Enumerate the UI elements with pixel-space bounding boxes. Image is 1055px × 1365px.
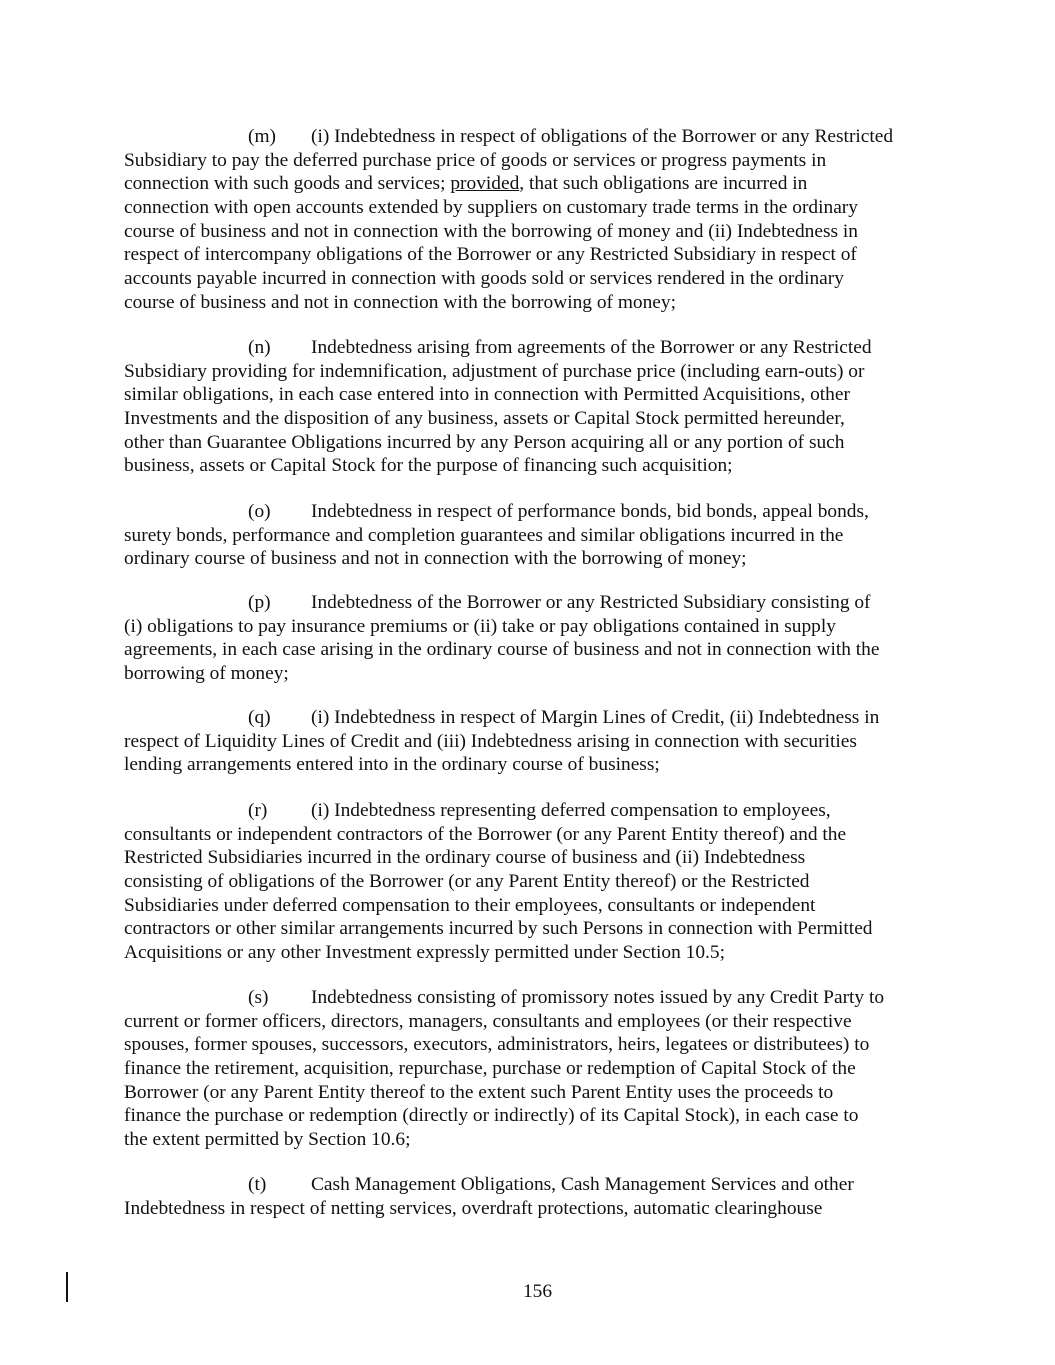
text-line bbox=[124, 870, 944, 894]
clause-s bbox=[124, 986, 944, 1152]
text-line bbox=[124, 220, 944, 244]
text-line bbox=[124, 360, 944, 384]
clause-label: (t) bbox=[248, 1174, 267, 1195]
clause-q bbox=[124, 706, 944, 777]
text-segment: (i) obligations to pay insurance premiums or (ii) take or pay obligations contained in supply bbox=[124, 615, 836, 637]
text-line bbox=[124, 291, 944, 315]
text-segment: respect of Liquidity Lines of Credit and (iii) Indebtedness arising in connection with securities bbox=[124, 730, 857, 752]
text-segment: Indebtedness in respect of netting services, overdraft protections, automatic clearinghouse bbox=[124, 1197, 823, 1219]
text-line bbox=[124, 1128, 944, 1152]
text-segment: finance the purchase or redemption (directly or indirectly) of its Capital Stock), in each case to bbox=[124, 1105, 859, 1127]
text-segment: other than Guarantee Obligations incurred by any Person acquiring all or any portion of such bbox=[124, 431, 845, 453]
text-segment: consultants or independent contractors of the Borrower (or any Parent Entity thereof) and the bbox=[124, 823, 847, 845]
text-line bbox=[124, 894, 944, 918]
text-line bbox=[124, 243, 944, 267]
text-line bbox=[124, 1197, 944, 1221]
text-segment: accounts payable incurred in connection with goods sold or services rendered in the ordinary bbox=[124, 268, 844, 290]
underlined-term: provided bbox=[450, 173, 520, 195]
text-line bbox=[124, 615, 944, 639]
text-segment: Acquisitions or any other Investment expressly permitted under Section 10.5; bbox=[124, 942, 725, 964]
text-line bbox=[124, 336, 944, 360]
text-line bbox=[124, 431, 944, 455]
text-line bbox=[124, 730, 944, 754]
text-segment: consisting of obligations of the Borrower (or any Parent Entity thereof) or the Restricted bbox=[124, 871, 810, 893]
text-segment: Investments and the disposition of any business, assets or Capital Stock permitted hereunder, bbox=[124, 408, 845, 430]
text-line bbox=[124, 1057, 944, 1081]
text-segment: the extent permitted by Section 10.6; bbox=[124, 1129, 411, 1151]
text-line bbox=[124, 799, 944, 823]
text-line bbox=[124, 941, 944, 965]
text-segment: borrowing of money; bbox=[124, 663, 289, 685]
text-line bbox=[124, 125, 944, 149]
text-segment: lending arrangements entered into in the ordinary course of business; bbox=[124, 754, 660, 776]
text-segment: respect of intercompany obligations of the Borrower or any Restricted Subsidiary in respect of bbox=[124, 244, 857, 266]
text-segment: (i) Indebtedness in respect of obligations of the Borrower or any Restricted bbox=[311, 126, 894, 147]
text-segment: Borrower (or any Parent Entity thereof to the extent such Parent Entity uses the proceeds to bbox=[124, 1081, 834, 1103]
clause-label: (n) bbox=[248, 337, 271, 358]
text-segment: , that such obligations are incurred in bbox=[519, 173, 808, 195]
page-number: 156 bbox=[522, 1281, 553, 1302]
clause-o bbox=[124, 500, 944, 571]
text-segment: similar obligations, in each case entered into in connection with Permitted Acquisitions, other bbox=[124, 384, 850, 406]
text-segment: agreements, in each case arising in the ordinary course of business and not in connection with the bbox=[124, 639, 880, 661]
text-segment: connection with such goods and services; bbox=[124, 173, 451, 195]
text-line bbox=[124, 1033, 944, 1057]
text-segment: Restricted Subsidiaries incurred in the ordinary course of business and (ii) Indebtedness bbox=[124, 847, 806, 869]
text-line bbox=[124, 500, 944, 524]
text-line bbox=[124, 986, 944, 1010]
text-segment: (i) Indebtedness in respect of Margin Lines of Credit, (ii) Indebtedness in bbox=[311, 707, 880, 728]
clause-p bbox=[124, 591, 944, 686]
text-segment: course of business and not in connection with the borrowing of money; bbox=[124, 291, 676, 313]
text-line bbox=[124, 1010, 944, 1034]
text-line bbox=[124, 1104, 944, 1128]
text-segment: Indebtedness arising from agreements of the Borrower or any Restricted bbox=[311, 337, 872, 358]
text-line bbox=[124, 267, 944, 291]
text-segment: Indebtedness consisting of promissory notes issued by any Credit Party to bbox=[311, 987, 885, 1008]
text-line bbox=[124, 1081, 944, 1105]
text-segment: Cash Management Obligations, Cash Management Services and other bbox=[311, 1174, 854, 1195]
text-line bbox=[124, 407, 944, 431]
clause-label: (r) bbox=[248, 800, 268, 821]
text-line bbox=[124, 917, 944, 941]
text-line bbox=[124, 383, 944, 407]
text-line bbox=[124, 591, 944, 615]
text-line bbox=[124, 753, 944, 777]
text-segment: current or former officers, directors, managers, consultants and employees (or their respective bbox=[124, 1010, 852, 1032]
text-segment: business, assets or Capital Stock for the purpose of financing such acquisition; bbox=[124, 455, 733, 477]
text-line bbox=[124, 823, 944, 847]
text-line bbox=[124, 638, 944, 662]
clause-r bbox=[124, 799, 944, 965]
text-line bbox=[124, 196, 944, 220]
clause-label: (o) bbox=[248, 501, 271, 522]
clause-n bbox=[124, 336, 944, 478]
text-line bbox=[124, 454, 944, 478]
text-segment: Subsidiary to pay the deferred purchase price of goods or services or progress payments in bbox=[124, 149, 827, 171]
text-segment: Indebtedness in respect of performance bonds, bid bonds, appeal bonds, bbox=[311, 501, 869, 522]
text-segment: surety bonds, performance and completion guarantees and similar obligations incurred in the bbox=[124, 524, 844, 546]
clause-label: (s) bbox=[248, 987, 269, 1008]
clause-t bbox=[124, 1173, 944, 1220]
text-segment: Subsidiary providing for indemnification, adjustment of purchase price (including earn-outs) or bbox=[124, 360, 865, 382]
text-line bbox=[124, 149, 944, 173]
text-segment: (i) Indebtedness representing deferred compensation to employees, bbox=[311, 800, 831, 821]
text-segment: ordinary course of business and not in connection with the borrowing of money; bbox=[124, 548, 747, 570]
text-line bbox=[124, 662, 944, 686]
text-line bbox=[124, 1173, 944, 1197]
text-line bbox=[124, 547, 944, 571]
text-line bbox=[124, 524, 944, 548]
clause-m bbox=[124, 125, 944, 315]
text-segment: Subsidiaries under deferred compensation to their employees, consultants or independent bbox=[124, 894, 816, 916]
text-line bbox=[124, 846, 944, 870]
clause-label: (p) bbox=[248, 592, 271, 613]
text-segment: Indebtedness of the Borrower or any Restricted Subsidiary consisting of bbox=[311, 592, 871, 613]
clause-label: (m) bbox=[248, 126, 276, 147]
text-segment: course of business and not in connection with the borrowing of money and (ii) Indebtedness in bbox=[124, 220, 858, 242]
text-segment: connection with open accounts extended by suppliers on customary trade terms in the ordinary bbox=[124, 197, 858, 219]
text-segment: spouses, former spouses, successors, executors, administrators, heirs, legatees or distributees) to bbox=[124, 1034, 870, 1056]
text-segment: finance the retirement, acquisition, repurchase, purchase or redemption of Capital Stock of the bbox=[124, 1058, 856, 1080]
text-segment: contractors or other similar arrangements incurred by such Persons in connection with Permitted bbox=[124, 918, 873, 940]
text-line bbox=[124, 706, 944, 730]
clause-label: (q) bbox=[248, 707, 271, 728]
text-line bbox=[124, 172, 944, 196]
